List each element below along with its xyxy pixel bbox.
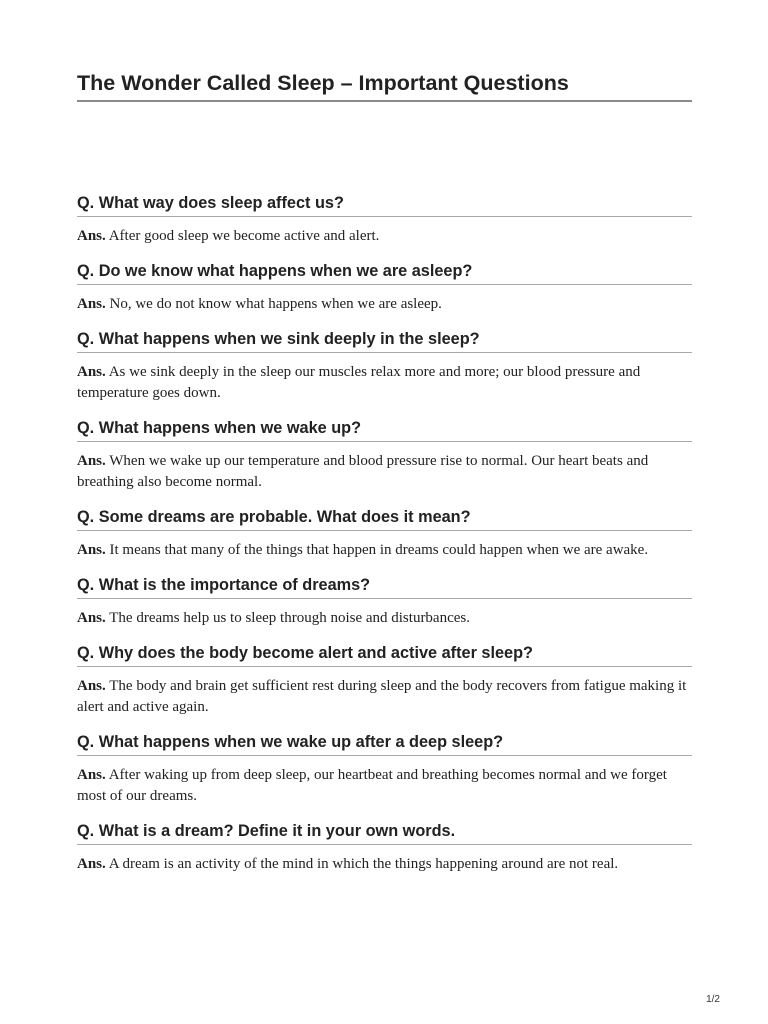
qa-item: [77, 329, 692, 404]
answer-text: [77, 226, 692, 247]
answer-text: [77, 608, 692, 629]
question-heading: Q. Why does the body become alert and active after sleep?: [77, 643, 692, 667]
answer-body: A dream is an activity of the mind in which the things happening around are not real.: [108, 856, 619, 872]
answer-text: [77, 451, 692, 493]
answer-label: Ans.: [77, 610, 106, 626]
page-title: The Wonder Called Sleep – Important Questions: [77, 70, 692, 102]
answer-body: As we sink deeply in the sleep our muscles relax more and more; our blood pressure and temperature goes down.: [77, 364, 641, 401]
answer-body: After waking up from deep sleep, our heartbeat and breathing becomes normal and we forget most of our dreams.: [77, 767, 667, 804]
qa-item: [77, 643, 692, 718]
answer-body: After good sleep we become active and alert.: [108, 228, 380, 244]
answer-label: Ans.: [77, 856, 106, 872]
qa-item: [77, 261, 692, 315]
document-page: [77, 70, 692, 889]
answer-body: It means that many of the things that happen in dreams could happen when we are awake.: [109, 542, 649, 558]
answer-body: No, we do not know what happens when we are asleep.: [109, 296, 442, 312]
answer-label: Ans.: [77, 542, 106, 558]
answer-text: [77, 294, 692, 315]
question-heading: Q. What happens when we wake up?: [77, 418, 692, 442]
qa-item: [77, 193, 692, 247]
question-heading: Q. What way does sleep affect us?: [77, 193, 692, 217]
qa-item: [77, 821, 692, 875]
answer-label: Ans.: [77, 296, 106, 312]
qa-list: [77, 193, 692, 875]
answer-label: Ans.: [77, 228, 106, 244]
page-number: 1/2: [706, 994, 720, 1005]
answer-text: [77, 854, 692, 875]
question-heading: Q. What is a dream? Define it in your own words.: [77, 821, 692, 845]
qa-item: [77, 418, 692, 493]
answer-body: When we wake up our temperature and blood pressure rise to normal. Our heart beats and breathing also become normal.: [77, 453, 649, 490]
qa-item: [77, 507, 692, 561]
answer-label: Ans.: [77, 678, 106, 694]
question-heading: Q. What happens when we wake up after a deep sleep?: [77, 732, 692, 756]
question-heading: Q. What happens when we sink deeply in the sleep?: [77, 329, 692, 353]
answer-text: [77, 362, 692, 404]
answer-label: Ans.: [77, 453, 106, 469]
answer-text: [77, 676, 692, 718]
answer-label: Ans.: [77, 767, 106, 783]
qa-item: [77, 732, 692, 807]
answer-text: [77, 765, 692, 807]
answer-body: The dreams help us to sleep through noise and disturbances.: [109, 610, 470, 626]
question-heading: Q. Some dreams are probable. What does it mean?: [77, 507, 692, 531]
answer-label: Ans.: [77, 364, 106, 380]
question-heading: Q. Do we know what happens when we are asleep?: [77, 261, 692, 285]
answer-body: The body and brain get sufficient rest during sleep and the body recovers from fatigue making it alert and active again.: [77, 678, 687, 715]
qa-item: [77, 575, 692, 629]
answer-text: [77, 540, 692, 561]
question-heading: Q. What is the importance of dreams?: [77, 575, 692, 599]
